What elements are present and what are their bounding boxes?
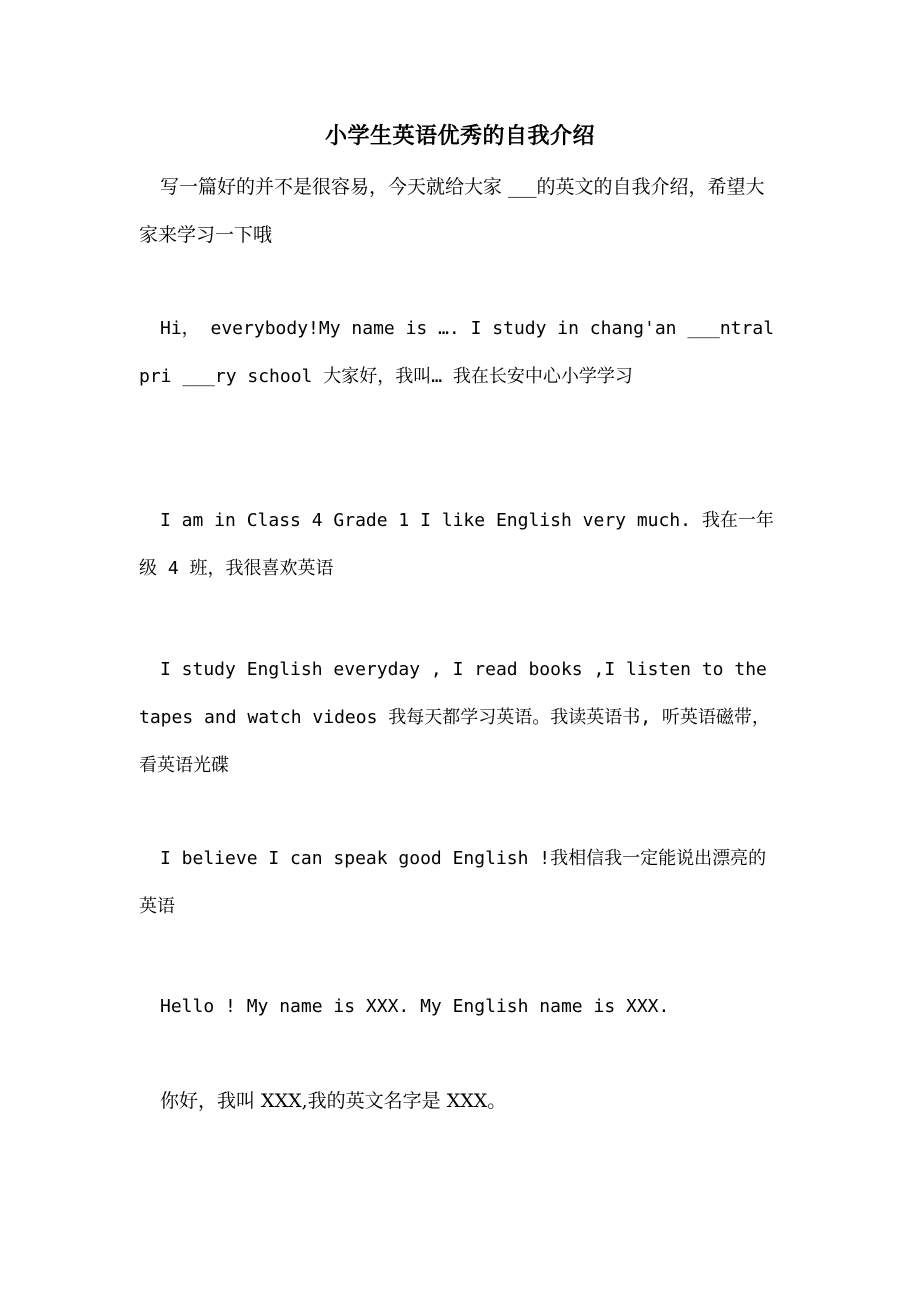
paragraph-2: I am in Class 4 Grade 1 I like English very much. 我在一年级 4 班，我很喜欢英语 [139,510,774,579]
intro-paragraph: 写一篇好的并不是很容易，今天就给大家 ___的英文的自我介绍，希望大家来学习一下哦 [139,176,765,246]
paragraph-1: Hi， everybody!My name is …. I study in chang'an ___ntral pri ___ry school 大家好，我叫… 我在长安中心小学学习 [139,318,775,387]
paragraph-6: 你好，我叫 XXX,我的英文名字是 XXX。 [160,1090,507,1112]
document-title: 小学生英语优秀的自我介绍 [324,123,595,149]
paragraph-4: I believe I can speak good English !我相信我一定能说出漂亮的英语 [139,848,767,917]
paragraph-3: I study English everyday , I read books ,I listen to the tapes and watch videos 我每天都学习英语。我读英语书, 听英语磁带，看英语光碟 [139,659,770,776]
paragraph-5: Hello ! My name is XXX. My English name is XXX. [160,996,670,1017]
